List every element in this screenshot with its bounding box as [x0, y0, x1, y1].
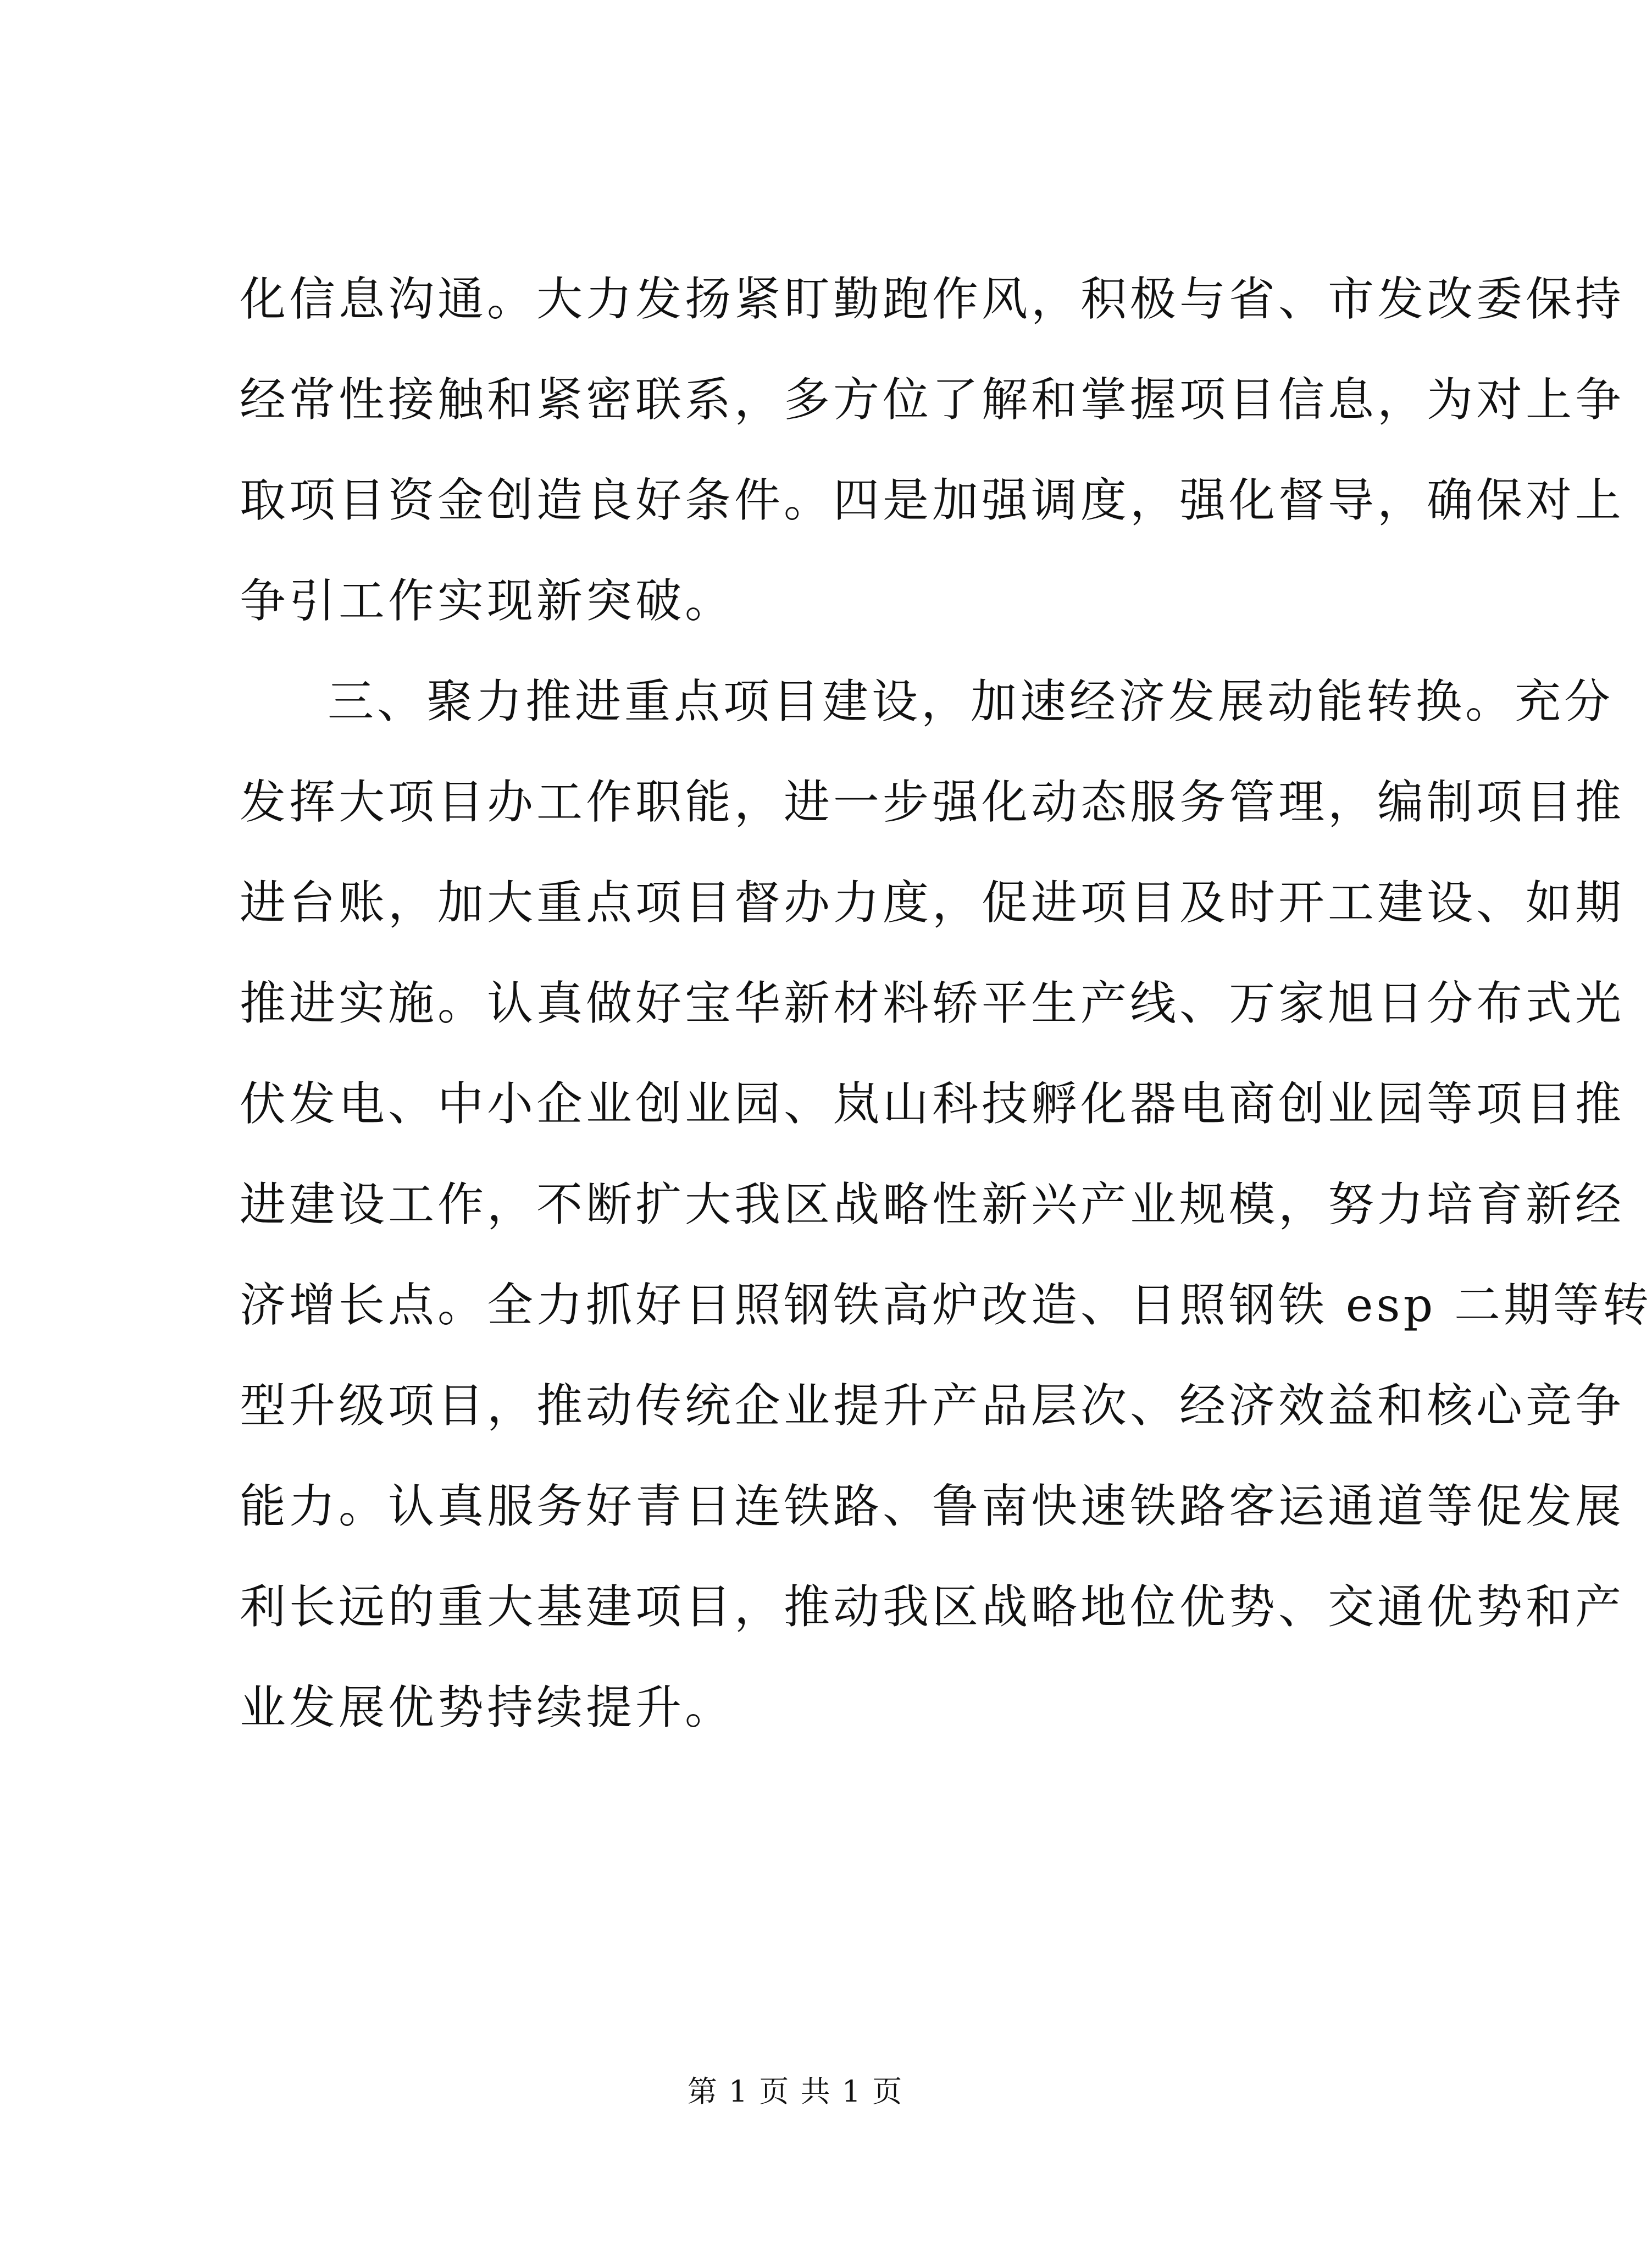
paragraph-line: 业发展优势持续提升。 — [240, 1680, 735, 1734]
paragraph-line: 发挥大项目办工作职能，进一步强化动态服务管理，编制项目推 — [240, 775, 1625, 829]
paragraph-2 — [240, 651, 1652, 1758]
page-number-label: 第 1 页 共 1 页 — [687, 2074, 903, 2109]
paragraph-line: 能力。认真服务好青日连铁路、鲁南快速铁路客运通道等促发展 — [240, 1479, 1625, 1533]
page-footer — [0, 2072, 1590, 2111]
paragraph-line: 争引工作实现新突破。 — [240, 574, 735, 628]
paragraph-line: 取项目资金创造良好条件。四是加强调度，强化督导，确保对上 — [240, 473, 1625, 527]
paragraph-line: 进建设工作，不断扩大我区战略性新兴产业规模，努力培育新经 — [240, 1177, 1625, 1231]
document-body — [240, 249, 1652, 1758]
paragraph-line: 经常性接触和紧密联系，多方位了解和掌握项目信息，为对上争 — [240, 373, 1625, 427]
paragraph-line: 伏发电、中小企业创业园、岚山科技孵化器电商创业园等项目推 — [240, 1077, 1625, 1131]
paragraph-line: 济增长点。全力抓好日照钢铁高炉改造、日照钢铁 esp 二期等转 — [240, 1278, 1652, 1332]
paragraph-line: 推进实施。认真做好宝华新材料轿平生产线、万家旭日分布式光 — [240, 976, 1625, 1030]
paragraph-line: 化信息沟通。大力发扬紧盯勤跑作风，积极与省、市发改委保持 — [240, 272, 1625, 326]
paragraph-line: 三、聚力推进重点项目建设，加速经济发展动能转换。充分 — [328, 675, 1614, 728]
paragraph-line: 型升级项目，推动传统企业提升产品层次、经济效益和核心竞争 — [240, 1379, 1625, 1433]
paragraph-line: 利长远的重大基建项目，推动我区战略地位优势、交通优势和产 — [240, 1580, 1625, 1634]
paragraph-line: 进台账，加大重点项目督办力度，促进项目及时开工建设、如期 — [240, 876, 1625, 930]
paragraph-1 — [240, 249, 1625, 651]
